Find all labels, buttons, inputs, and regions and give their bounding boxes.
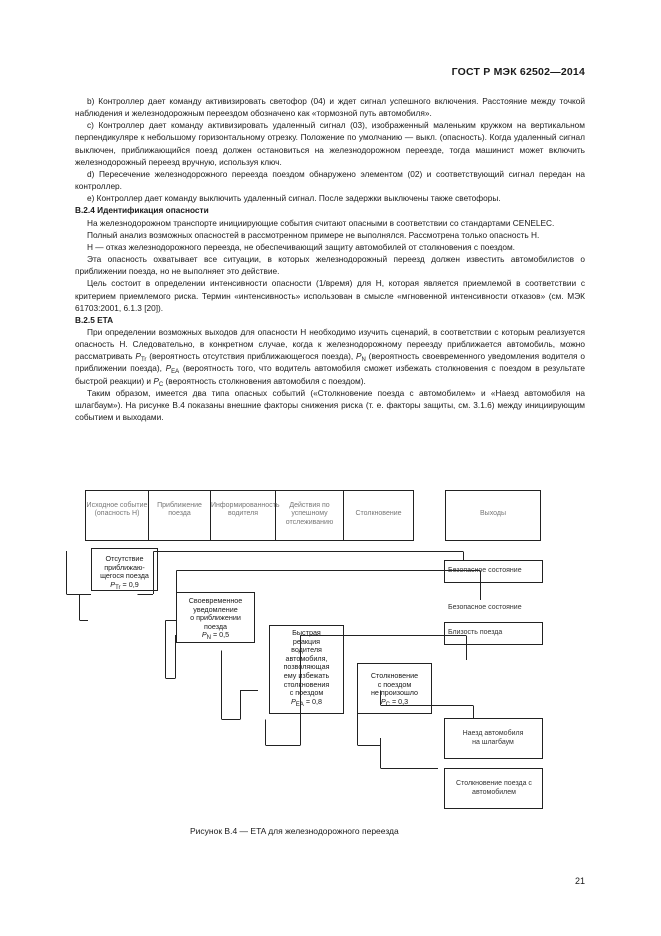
paragraph: d) Пересечение железнодорожного переезда поездом обнаружено элементом (02) и соответствующий сигнал передан на контроллер. (75, 168, 585, 192)
outcome-safe-state: Безопасное состояние (448, 604, 522, 611)
paragraph: Цель состоит в определении интенсивности опасности (1/время) для H, которая является приемлемой в соответствии с критерием приемлемого риска. Термин «интенсивность» использован в смысле «мгновенной интенсивности отказов» (см. МЭК 61703:2001, 6.1.3 [20]). (75, 278, 585, 313)
paragraph: c) Контроллер дает команду активизировать удаленный сигнал (03), изображенный маленьким кружком на вертикальном перпендикуляре к небольшому горизонтальному отрезку. Положение по умолчанию — выкл. (опасность). Когда удаленный сигнал выключен, приближающийся поезд должен остановиться на железнодорожном переезде, тогда машинист может включить железнодорожный переезд вручную, используя ключ. (75, 120, 585, 167)
column-header-train-approach: Приближение поезда (157, 502, 202, 518)
outcome-train-proximity: Близость поезда (448, 629, 503, 636)
paragraph: На железнодорожном транспорте инициирующие события считают опасными в соответствии со стандартами CENELEC. (87, 217, 555, 228)
eta-paragraph: При определении возможных выходов для опасности H необходимо изучить сценарий, в соответствии с которым реализуется опасность H. Следовательно, в конкретном случае, когда к железнодорожному переезду приближается автомобиль, можно рассматривать $P_{Tr}$ (вероятность отсутствия приближающегося поезда), $P_N$ (вероятность своевременного уведомления водителя о приближении поезда), $P_{EA}$ (вероятность того, что водитель автомобиля сможет избежать столкновения с поездом в результате быстрой реакции) и $P_C$ (вероятность столкновения автомобиля с поездом). (75, 326, 585, 388)
paragraph: Эта опасность охватывает все ситуации, в которых железнодорожный переезд должен известить автомобилистов о приближении поезда, но не выполняет это действие. (75, 254, 585, 277)
event-node-timely-warning: Своевременное уведомление о приближении поезда $P_N = 0,5$ (188, 596, 243, 642)
column-header-tracking-actions: Действия по успешному отслеживанию (285, 502, 334, 526)
paragraph: Таким образом, имеется два типа опасных событий («Столкновение поезда с автомобилем» и «Наезд автомобиля на шлагбаум»). На рисунке B.4 показаны внешние факторы снижения риска (т. е. факторы защиты, см. 3.1.6) между инициирующим событием и выходами. (75, 387, 585, 423)
paragraph: e) Контроллер дает команду выключить удаленный сигнал. После задержки выключены также светофоры. (87, 193, 501, 204)
column-header-collision: Столкновение (355, 510, 402, 517)
paragraph: b) Контроллер дает команду активизировать светофор (04) и ждет сигнал успешного включения. Расстояние между точкой наблюдения и железнодорожным переездом обозначено как «тормозной путь автомобиля». (75, 96, 585, 119)
column-header-initiating-event: Исходное событие (опасность H) (86, 502, 148, 518)
page-number: 21 (574, 876, 585, 886)
event-node-quick-reaction: Быстрая реакция водителя автомобиля, позволяющая ему избежать столкновения с поездом $P_{EA} = 0,8$ (283, 628, 330, 708)
document-header: ГОСТ Р МЭК 62502—2014 (451, 66, 585, 78)
section-heading: B.2.5 ETA (75, 314, 114, 325)
column-header-outcomes: Выходы (480, 510, 506, 517)
paragraph: H — отказ железнодорожного переезда, не обеспечивающий защиту автомобилей от столкновения с поездом. (87, 241, 515, 252)
event-node-no-train: Отсутствие приближаю- щегося поезда $P_{Tr} = 0,9$ (100, 554, 149, 591)
section-heading: B.2.4 Идентификация опасности (75, 205, 209, 216)
paragraph: Полный анализ возможных опасностей в рассмотренном примере не выполнялся. Рассмотрена только опасность H. (87, 229, 540, 240)
column-header-driver-awareness: Информированность водителя (211, 502, 280, 518)
document-body (75, 95, 585, 423)
outcome-train-collision: Столкновение поезда с автомобилем (456, 780, 532, 796)
outcome-barrier-hit: Наезд автомобиля на шлагбаум (462, 730, 524, 746)
figure-caption: Рисунок B.4 — ETA для железнодорожного переезда (190, 826, 399, 836)
outcome-safe-state: Безопасное состояние (448, 567, 522, 574)
event-node-no-collision: Столкновение с поездом не произошло $P_C = 0,3$ (370, 671, 419, 708)
